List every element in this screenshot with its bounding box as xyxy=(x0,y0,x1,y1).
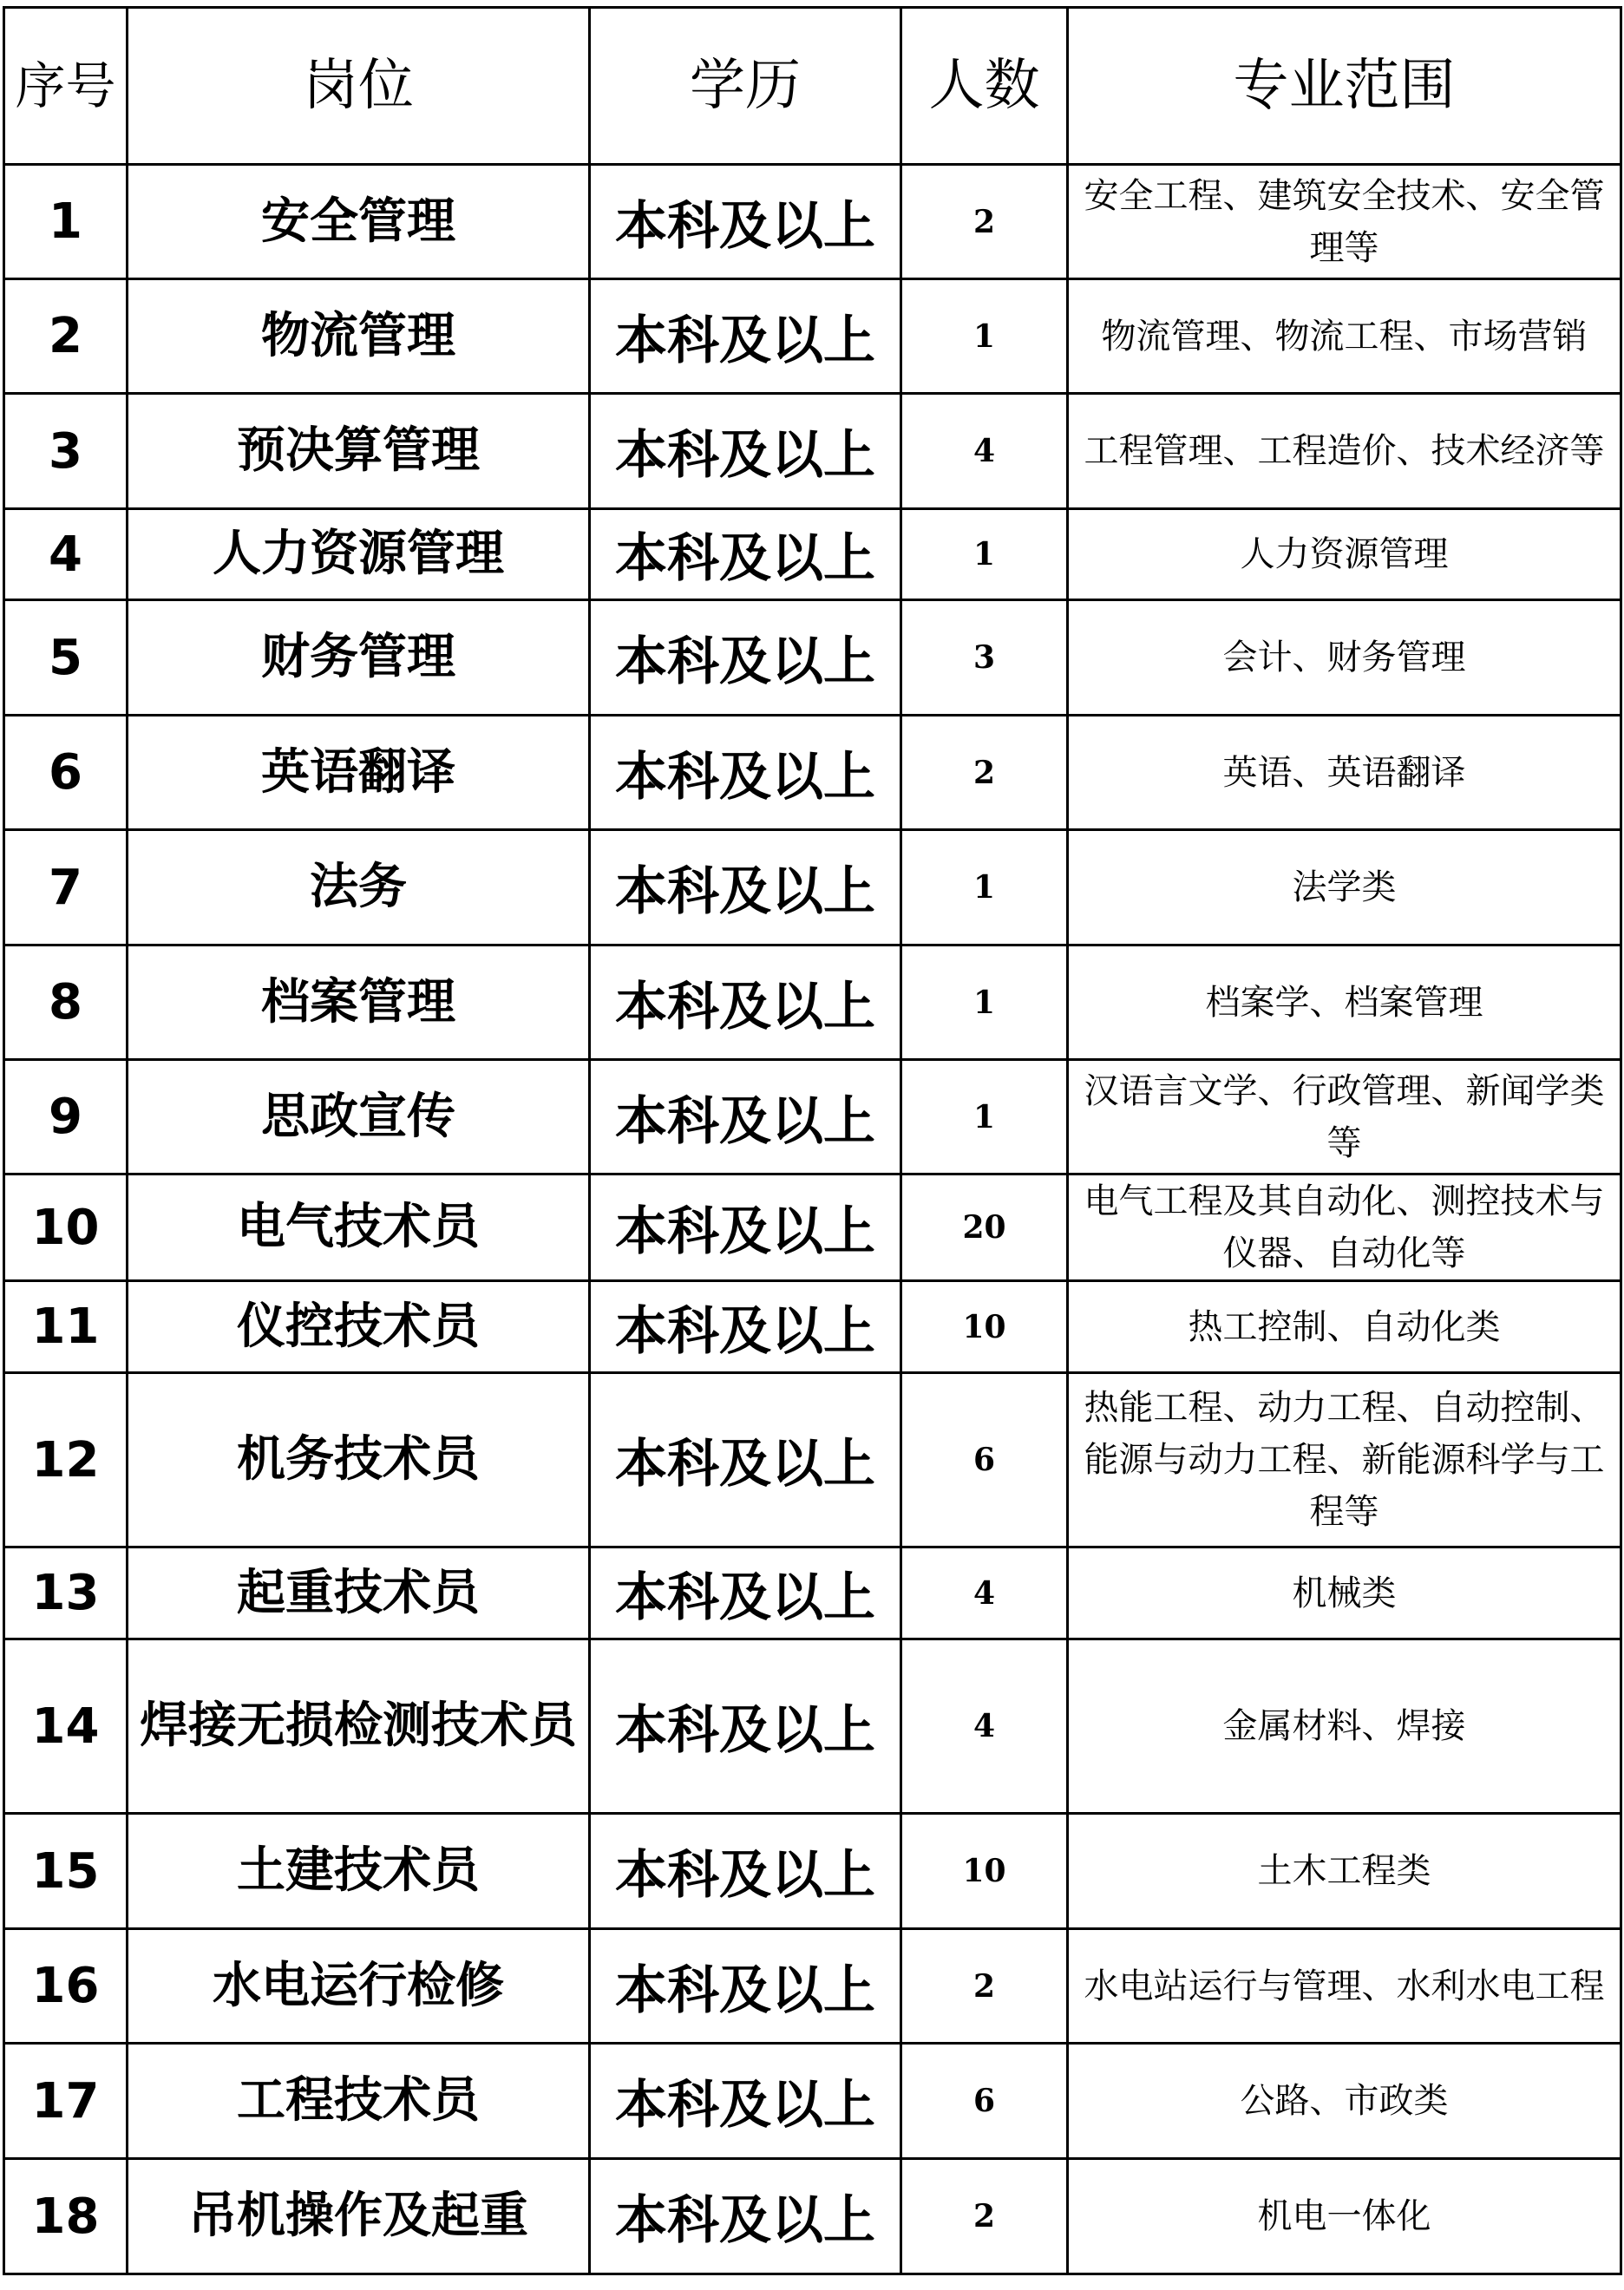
education-cell: 本科及以上 xyxy=(590,2044,901,2159)
education-cell: 本科及以上 xyxy=(590,1929,901,2044)
position-cell: 财务管理 xyxy=(128,600,590,716)
table-row xyxy=(4,1929,1621,2044)
count-cell: 4 xyxy=(901,1639,1068,1814)
seq-cell: 18 xyxy=(4,2159,128,2274)
education-cell: 本科及以上 xyxy=(590,1373,901,1547)
count-cell: 6 xyxy=(901,2044,1068,2159)
table-row xyxy=(4,1373,1621,1547)
education-cell: 本科及以上 xyxy=(590,600,901,716)
table-row xyxy=(4,1547,1621,1639)
education-cell: 本科及以上 xyxy=(590,1639,901,1814)
majors-cell: 汉语言文学、行政管理、新闻学类等 xyxy=(1068,1060,1621,1174)
table-row xyxy=(4,2159,1621,2274)
position-cell: 法务 xyxy=(128,830,590,945)
majors-cell: 会计、财务管理 xyxy=(1068,600,1621,716)
seq-cell: 10 xyxy=(4,1174,128,1281)
position-cell: 土建技术员 xyxy=(128,1814,590,1929)
seq-cell: 2 xyxy=(4,279,128,394)
education-cell: 本科及以上 xyxy=(590,1060,901,1174)
majors-cell: 安全工程、建筑安全技术、安全管理等 xyxy=(1068,165,1621,279)
table-row xyxy=(4,1281,1621,1373)
table-row xyxy=(4,600,1621,716)
education-cell: 本科及以上 xyxy=(590,2159,901,2274)
table-row xyxy=(4,394,1621,509)
position-cell: 起重技术员 xyxy=(128,1547,590,1639)
table-row xyxy=(4,165,1621,279)
education-cell: 本科及以上 xyxy=(590,509,901,600)
seq-cell: 1 xyxy=(4,165,128,279)
table-row xyxy=(4,2044,1621,2159)
position-cell: 工程技术员 xyxy=(128,2044,590,2159)
header-row xyxy=(4,8,1621,165)
header-seq: 序号 xyxy=(4,8,128,165)
seq-cell: 17 xyxy=(4,2044,128,2159)
position-cell: 思政宣传 xyxy=(128,1060,590,1174)
table-row xyxy=(4,1174,1621,1281)
seq-cell: 6 xyxy=(4,716,128,830)
count-cell: 3 xyxy=(901,600,1068,716)
seq-cell: 7 xyxy=(4,830,128,945)
education-cell: 本科及以上 xyxy=(590,1281,901,1373)
majors-cell: 金属材料、焊接 xyxy=(1068,1639,1621,1814)
count-cell: 6 xyxy=(901,1373,1068,1547)
position-cell: 电气技术员 xyxy=(128,1174,590,1281)
seq-cell: 5 xyxy=(4,600,128,716)
count-cell: 1 xyxy=(901,830,1068,945)
count-cell: 1 xyxy=(901,509,1068,600)
majors-cell: 机械类 xyxy=(1068,1547,1621,1639)
header-majors: 专业范围 xyxy=(1068,8,1621,165)
position-cell: 安全管理 xyxy=(128,165,590,279)
position-cell: 水电运行检修 xyxy=(128,1929,590,2044)
seq-cell: 8 xyxy=(4,945,128,1060)
position-cell: 机务技术员 xyxy=(128,1373,590,1547)
header-position: 岗位 xyxy=(128,8,590,165)
position-cell: 焊接无损检测技术员 xyxy=(128,1639,590,1814)
education-cell: 本科及以上 xyxy=(590,830,901,945)
count-cell: 1 xyxy=(901,1060,1068,1174)
majors-cell: 英语、英语翻译 xyxy=(1068,716,1621,830)
education-cell: 本科及以上 xyxy=(590,394,901,509)
header-education: 学历 xyxy=(590,8,901,165)
count-cell: 2 xyxy=(901,2159,1068,2274)
seq-cell: 3 xyxy=(4,394,128,509)
count-cell: 4 xyxy=(901,1547,1068,1639)
table-row xyxy=(4,1060,1621,1174)
majors-cell: 人力资源管理 xyxy=(1068,509,1621,600)
education-cell: 本科及以上 xyxy=(590,1174,901,1281)
majors-cell: 水电站运行与管理、水利水电工程 xyxy=(1068,1929,1621,2044)
seq-cell: 13 xyxy=(4,1547,128,1639)
table-row xyxy=(4,716,1621,830)
majors-cell: 工程管理、工程造价、技术经济等 xyxy=(1068,394,1621,509)
majors-cell: 热工控制、自动化类 xyxy=(1068,1281,1621,1373)
majors-cell: 热能工程、动力工程、自动控制、能源与动力工程、新能源科学与工程等 xyxy=(1068,1373,1621,1547)
position-cell: 预决算管理 xyxy=(128,394,590,509)
table-row xyxy=(4,509,1621,600)
seq-cell: 14 xyxy=(4,1639,128,1814)
majors-cell: 档案学、档案管理 xyxy=(1068,945,1621,1060)
position-cell: 人力资源管理 xyxy=(128,509,590,600)
count-cell: 1 xyxy=(901,279,1068,394)
seq-cell: 15 xyxy=(4,1814,128,1929)
recruitment-table xyxy=(3,6,1622,2275)
position-cell: 吊机操作及起重 xyxy=(128,2159,590,2274)
position-cell: 英语翻译 xyxy=(128,716,590,830)
majors-cell: 机电一体化 xyxy=(1068,2159,1621,2274)
education-cell: 本科及以上 xyxy=(590,1814,901,1929)
count-cell: 2 xyxy=(901,716,1068,830)
table-row xyxy=(4,945,1621,1060)
education-cell: 本科及以上 xyxy=(590,945,901,1060)
count-cell: 20 xyxy=(901,1174,1068,1281)
seq-cell: 9 xyxy=(4,1060,128,1174)
count-cell: 10 xyxy=(901,1281,1068,1373)
table-row xyxy=(4,830,1621,945)
position-cell: 档案管理 xyxy=(128,945,590,1060)
position-cell: 仪控技术员 xyxy=(128,1281,590,1373)
majors-cell: 土木工程类 xyxy=(1068,1814,1621,1929)
seq-cell: 16 xyxy=(4,1929,128,2044)
seq-cell: 11 xyxy=(4,1281,128,1373)
table-row xyxy=(4,279,1621,394)
table-row xyxy=(4,1639,1621,1814)
count-cell: 4 xyxy=(901,394,1068,509)
majors-cell: 法学类 xyxy=(1068,830,1621,945)
count-cell: 2 xyxy=(901,165,1068,279)
education-cell: 本科及以上 xyxy=(590,279,901,394)
majors-cell: 公路、市政类 xyxy=(1068,2044,1621,2159)
education-cell: 本科及以上 xyxy=(590,716,901,830)
education-cell: 本科及以上 xyxy=(590,1547,901,1639)
majors-cell: 电气工程及其自动化、测控技术与仪器、自动化等 xyxy=(1068,1174,1621,1281)
position-cell: 物流管理 xyxy=(128,279,590,394)
header-count: 人数 xyxy=(901,8,1068,165)
majors-cell: 物流管理、物流工程、市场营销 xyxy=(1068,279,1621,394)
seq-cell: 12 xyxy=(4,1373,128,1547)
seq-cell: 4 xyxy=(4,509,128,600)
education-cell: 本科及以上 xyxy=(590,165,901,279)
count-cell: 10 xyxy=(901,1814,1068,1929)
count-cell: 1 xyxy=(901,945,1068,1060)
count-cell: 2 xyxy=(901,1929,1068,2044)
table-row xyxy=(4,1814,1621,1929)
